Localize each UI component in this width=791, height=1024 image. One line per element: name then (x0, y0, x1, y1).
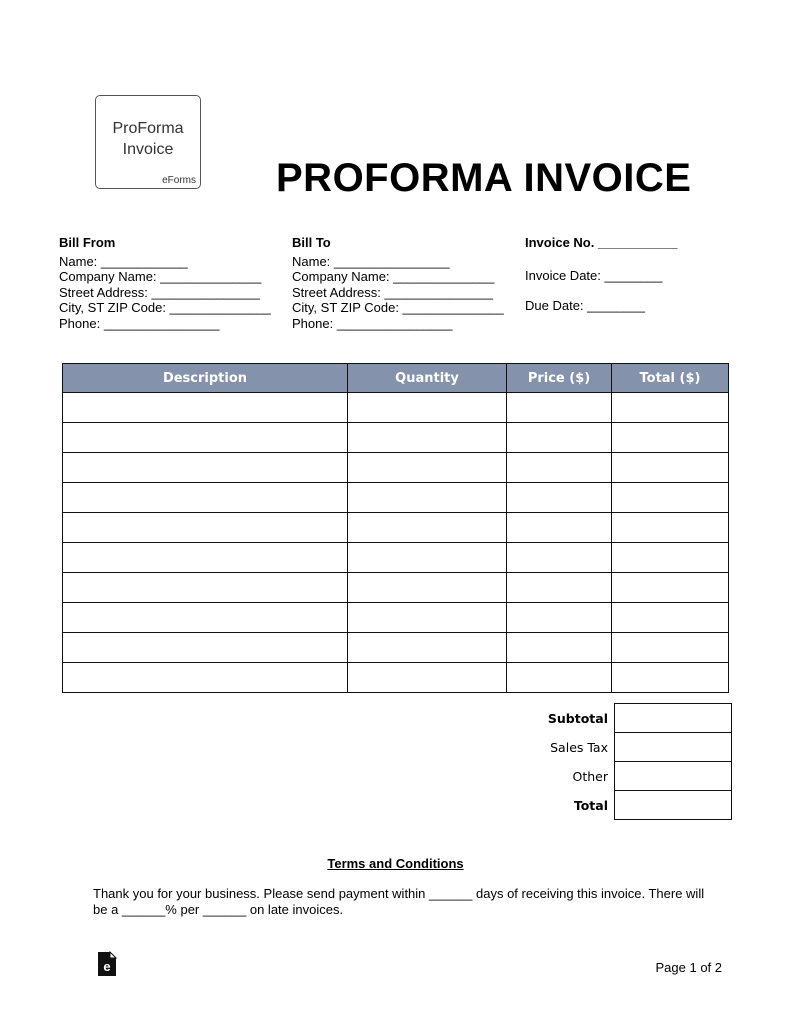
other-row (462, 762, 732, 791)
table-row (63, 543, 729, 573)
total-row (462, 791, 732, 820)
logo-brand: eForms (162, 175, 196, 186)
total-cell[interactable] (612, 513, 729, 543)
bill-from-heading: Bill From (59, 235, 116, 250)
table-row (63, 483, 729, 513)
price-cell[interactable] (507, 663, 612, 693)
table-row (63, 663, 729, 693)
quantity-cell[interactable] (348, 423, 507, 453)
bill-from-street-field[interactable]: Street Address: _______________ (59, 284, 260, 300)
bill-to-section (292, 235, 504, 331)
quantity-cell[interactable] (348, 393, 507, 423)
due-date-field[interactable]: Due Date: ________ (525, 298, 645, 313)
description-cell[interactable] (63, 633, 348, 663)
quantity-cell[interactable] (348, 573, 507, 603)
quantity-cell[interactable] (348, 453, 507, 483)
description-cell[interactable] (63, 513, 348, 543)
bill-to-phone-field[interactable]: Phone: ________________ (292, 315, 453, 331)
logo-line-2: Invoice (122, 141, 174, 158)
bill-to-name-field[interactable]: Name: ________________ (292, 253, 450, 269)
other-cell[interactable] (615, 762, 732, 791)
page-title: PROFORMA INVOICE (276, 156, 692, 200)
bill-from-section (59, 235, 271, 331)
quantity-cell[interactable] (348, 513, 507, 543)
total-cell[interactable] (612, 423, 729, 453)
logo-line-1: ProForma (112, 120, 184, 137)
description-cell[interactable] (63, 573, 348, 603)
price-cell[interactable] (507, 603, 612, 633)
svg-text:e: e (103, 959, 111, 974)
proforma-invoice-logo (95, 95, 201, 189)
price-cell[interactable] (507, 633, 612, 663)
price-cell[interactable] (507, 573, 612, 603)
total-cell[interactable] (612, 633, 729, 663)
description-cell[interactable] (63, 663, 348, 693)
bill-from-phone-field[interactable]: Phone: ________________ (59, 315, 220, 331)
bill-from-name-field[interactable]: Name: ____________ (59, 253, 188, 269)
total-cell[interactable] (612, 573, 729, 603)
table-row (63, 393, 729, 423)
quantity-cell[interactable] (348, 663, 507, 693)
column-header-description: Description (63, 364, 348, 393)
total-cell[interactable] (612, 453, 729, 483)
column-header-total: Total ($) (612, 364, 729, 393)
bill-from-city-field[interactable]: City, ST ZIP Code: ______________ (59, 300, 271, 315)
bill-from-company-field[interactable]: Company Name: ______________ (59, 269, 262, 284)
invoice-number-field[interactable]: Invoice No. ___________ (525, 235, 678, 250)
bill-to-heading: Bill To (292, 235, 331, 250)
subtotal-cell[interactable] (615, 704, 732, 733)
column-header-quantity: Quantity (348, 364, 507, 393)
description-cell[interactable] (63, 603, 348, 633)
table-row (63, 573, 729, 603)
quantity-cell[interactable] (348, 603, 507, 633)
quantity-cell[interactable] (348, 633, 507, 663)
table-row (63, 603, 729, 633)
table-header-row (63, 364, 729, 393)
total-cell[interactable] (612, 543, 729, 573)
total-cell[interactable] (612, 483, 729, 513)
total-cell[interactable] (612, 603, 729, 633)
description-cell[interactable] (63, 453, 348, 483)
table-row (63, 513, 729, 543)
description-cell[interactable] (63, 393, 348, 423)
table-row (63, 633, 729, 663)
description-cell[interactable] (63, 423, 348, 453)
bill-to-city-field[interactable]: City, ST ZIP Code: ______________ (292, 300, 504, 315)
bill-to-street-field[interactable]: Street Address: _______________ (292, 284, 493, 300)
price-cell[interactable] (507, 453, 612, 483)
table-row (63, 453, 729, 483)
price-cell[interactable] (507, 543, 612, 573)
sales-tax-row (462, 733, 732, 762)
line-items-table (62, 363, 729, 693)
totals-table (462, 703, 732, 820)
eforms-document-icon (97, 951, 117, 982)
price-cell[interactable] (507, 513, 612, 543)
total-label: Total (573, 797, 608, 813)
quantity-cell[interactable] (348, 543, 507, 573)
price-cell[interactable] (507, 483, 612, 513)
terms-text: Thank you for your business. Please send payment within ______ days of receiving this invoice. There will be a ______% per ______ on late invoices. (93, 886, 705, 917)
terms-title: Terms and Conditions (327, 856, 464, 871)
page-number: Page 1 of 2 (655, 960, 722, 975)
total-cell[interactable] (612, 663, 729, 693)
total-cell[interactable] (612, 393, 729, 423)
sales-tax-cell[interactable] (615, 733, 732, 762)
quantity-cell[interactable] (348, 483, 507, 513)
description-cell[interactable] (63, 543, 348, 573)
description-cell[interactable] (63, 483, 348, 513)
column-header-price: Price ($) (507, 364, 612, 393)
invoice-date-field[interactable]: Invoice Date: ________ (525, 268, 663, 283)
price-cell[interactable] (507, 393, 612, 423)
table-row (63, 423, 729, 453)
subtotal-label: Subtotal (547, 710, 608, 726)
bill-to-company-field[interactable]: Company Name: ______________ (292, 269, 495, 284)
subtotal-row (462, 704, 732, 733)
sales-tax-label: Sales Tax (550, 739, 608, 755)
other-label: Other (572, 768, 608, 784)
price-cell[interactable] (507, 423, 612, 453)
total-cell[interactable] (615, 791, 732, 820)
